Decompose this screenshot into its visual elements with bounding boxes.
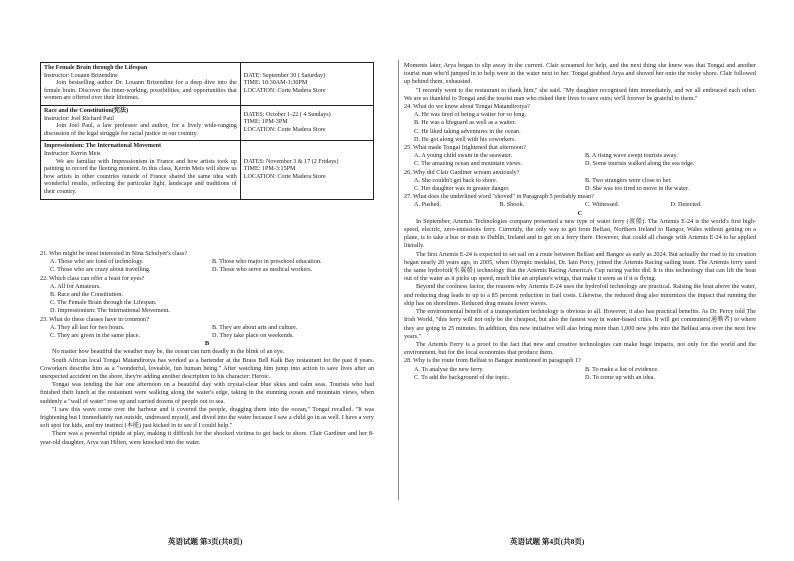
option: C. Witnessed.	[585, 201, 620, 209]
course-title: The Female Brain through the Lifespan	[44, 65, 148, 71]
paragraph: South African local Tongai Matandirotya has worked as a bartender at the Brass Bell Kalk Bay restaurant for the past 8 years. Coworkers describe him as a "wonderful, loveable, fun human being." After watching him jump into action to save lives after an unexpected accident on the shore, they're adding another description to his character: Heroic.	[40, 356, 374, 381]
course-instructor: Instructor: Joel Richard Paul	[44, 115, 114, 122]
course-location: LOCATION: Corte Madera Store	[243, 87, 326, 94]
option: C. The Female Brain through the Lifespan.	[50, 299, 157, 307]
option: D. They take place on weekends.	[212, 332, 294, 340]
questions-21-23	[40, 250, 374, 447]
option: C. Those who are crazy about travelling.	[50, 266, 151, 274]
page-footer: 英语试题 第3页(共8页)	[168, 537, 243, 546]
page-footer: 英语试题 第4页(共8页)	[510, 537, 585, 546]
option: B. To make a list of evidence.	[585, 365, 659, 373]
option: D. Some tourists walked along the sea edge.	[585, 160, 695, 168]
option: A. Pushed.	[414, 201, 441, 209]
course-time: TIME: 1PM-3:15PM	[243, 166, 296, 173]
option: D. She was too tired to move in the water.	[585, 185, 689, 193]
course-desc: We are familiar with Impressionism in France and how artists took up painting to record the fleeting moment. In this class, Kerrin Meis will show us how artists in other countries outside of France shared the same idea with wonderful results, reflecting the particular light, landscape and traditions of their country.	[44, 158, 237, 195]
course-row	[41, 63, 374, 106]
course-desc: Join bestselling author Dr. Louann Brizendine for a deep dive into the female brain. Discover the inner-working, possibilities, and opportunities that women are offered over their lifetimes.	[44, 80, 237, 102]
course-row	[41, 105, 374, 140]
section-heading: B	[204, 340, 210, 348]
option: C. The amazing ocean and mountain views.	[414, 160, 523, 168]
option: C. Her daughter was in greater danger.	[414, 185, 510, 193]
option: D. Those who serve as medical workers.	[212, 266, 313, 274]
option: A. Those who are fond of technology.	[50, 258, 144, 266]
paragraph: The environmental benefit of a transportation technology is obvious to all. However, it also has practical benefits. As Dr. Percy told The Irish World, "this ferry will not only be the cheapest, but also the fastest way in water-based cities. It will get commuters(通勤者) to where they are going in 25 minutes. In addition, this new initiative will also bring more than 1,000 new jobs into the Belfast area over the next few years."	[404, 308, 756, 340]
paragraph: Tongai was tending the bar one afternoon on a beautiful day with crystal-clear blue skies and calm seas. Tourists who had finished their lunch at the restaurant were walking along the water's edge, taking in the stunning ocean and mountain views, when suddenly a "wall of water" rose up and carried dozens of people out to sea.	[40, 381, 374, 405]
paragraph: The first Artemis E-24 is expected to set sail on a route between Belfast and Bangor as early as 2024. But actually the road to its creation began nearly 20 years ago, in 2005, when Olympic medalist, Dr. Iain Percy, joined the Artemis Racing sailing team. The Artemis ferry used the same hydrofoil(水翼船) technology that the Artemis Racing America's Cup racing yachts did. It is this technology that can lift the boat out of the water as it picks up speed, much like an airplane's wings, that make it seem as if it is flying.	[404, 250, 756, 283]
course-location: LOCATION: Corte Madera Store	[243, 126, 326, 133]
option: B. Two strangers were close to her.	[585, 176, 672, 184]
option: D. To come up with an idea.	[585, 373, 655, 381]
course-time: TIME: 1PM-3PM	[243, 119, 288, 126]
question-22-options	[40, 283, 374, 316]
option: C. To add the background of the topic.	[414, 373, 510, 381]
right-content	[404, 62, 756, 382]
option: A. He was tired of being a waiter for so long.	[414, 111, 527, 119]
option: B. Race and the Constitution.	[50, 291, 123, 299]
question-28-options	[404, 366, 756, 382]
course-date: DATES: November 3 & 17 (2 Fridays)	[243, 158, 339, 165]
option: B. Those who major in preschool education.	[212, 258, 322, 266]
paragraph: Moments later, Arya began to slip away in the current. Clair screamed for help, and the next thing she knew was that Tongai and another tourist man who'd jumped in to help were in the water next to her. Tongai grabbed Arya and shoved her onto the rocky shore. Clair followed up behind them, exhausted.	[404, 62, 756, 86]
course-row	[41, 141, 374, 199]
paragraph: "I saw this wave come over the harbour and it covered the people, dragging them into the ocean," Tongai recalled. "It was frightening but I immediately ran outside, undressed myself, and dived into the water because I saw a child go in as well. I have a very soft spot for kids, and my instinct (本能) just kicked in to see if I could help."	[40, 405, 374, 430]
right-page	[400, 0, 768, 561]
question-27-options	[404, 201, 756, 209]
question-23: 23. What do these classes have in common?	[40, 315, 149, 323]
course-instructor: Instructor: Kerrin Meis	[44, 150, 101, 157]
question-24: 24. What do we know about Tongai Matandirotya?	[404, 103, 530, 111]
option: C. He liked taking adventures in the ocean.	[414, 127, 521, 135]
paragraph: In September, Artemis Technologies company presented a new type of water ferry (渡船). The Artemis E-24 is the world's first high-speed, electric, zero-emissions ferry. Currently, the only way to get from Belfast, Northern Ireland to Bangor, Wales without getting on a plane, is to take a bus or train to Dublin, Ireland and to get on a ferry there. However, that could all change with Artemis E-24 to be applied literally.	[404, 217, 756, 250]
question-26: 26. Why did Clair Gardiner scream anxiously?	[404, 168, 520, 176]
question-27: 27. What does the underlined word "shoved" in Paragraph 5 probably mean?	[404, 193, 594, 201]
option: D. Detected.	[670, 201, 702, 209]
column-divider	[398, 60, 399, 500]
paragraph: Beyond the coolness factor, the reasons why Artemis E-24 uses the hydrofoil technology are practical. Raising the boat above the water, and reducing drag leads to up to a 85 percent reduction in fuel costs. Likewise, the reduced drag also minimizes the impact that running the ship has on shorelines. Reduced drag means lower waves.	[404, 283, 756, 307]
option: B. A rising wave swept tourists away.	[585, 152, 678, 160]
section-heading: C	[577, 209, 583, 217]
option: D. Impressionism: The International Movement.	[50, 307, 170, 315]
option: A. They all last for two hours.	[50, 323, 125, 331]
option: C. They are given in the same place.	[50, 332, 141, 340]
left-page	[28, 0, 396, 561]
option: D. He got along well with his coworkers.	[414, 135, 516, 143]
question-28: 28. Why is the route from Belfast to Bangor mentioned in paragraph 1?	[404, 357, 581, 365]
course-title: Impressionism: The International Movement	[44, 143, 162, 150]
question-24-options	[404, 111, 756, 144]
course-desc: Join Joel Paul, a law professor and author, for a lively wide-ranging discussion of the legal struggle for racial justice in our country.	[44, 123, 237, 137]
paragraph: There was a powerful riptide at play, making it difficult for the shocked victims to get back to shore. Clair Gardiner and her 8-year-old daughter, Arya van Hilten, were knocked into the water.	[40, 430, 374, 446]
paragraph: No matter how beautiful the weather may be, the ocean can turn deadly in the blink of an eye.	[52, 348, 285, 356]
question-25: 25. What made Tongai frightened that afternoon?	[404, 144, 526, 152]
option: A. To analyse the new ferry.	[414, 365, 484, 373]
question-25-options	[404, 152, 756, 168]
question-21-options	[40, 258, 374, 274]
course-location: LOCATION: Corte Madera Store	[243, 173, 326, 180]
question-23-options	[40, 324, 374, 340]
course-date: DATES: October 1-22 ( 4 Sundays)	[243, 111, 331, 118]
option: A. All for Amateurs.	[50, 282, 101, 290]
question-22: 22. Which class can offer a feast for eyes?	[40, 274, 145, 282]
course-title: Race and the Constitution(宪法)	[44, 107, 129, 114]
paragraph: "I recently went to the restaurant to thank him," she said. "My daughter recognised him immediately, and we all embraced each other. We are so thankful to Tongai and the tourist man who risked their lives to save ours; we'll forever be grateful to them."	[404, 86, 756, 102]
course-table	[40, 62, 374, 200]
course-instructor: Instructor: Louann Brizendine	[44, 72, 118, 79]
option: A. She couldn't get back to shore.	[414, 176, 498, 184]
paragraph: The Artemis Ferry is a proof to the fact that new and creative technologies can make huge impacts, not only for the world and the environment, but for the local economies that produce them.	[404, 340, 756, 357]
course-date: DATE: September 30 ( Saturday)	[243, 72, 326, 79]
option: A. A young child swam in the seawater.	[414, 152, 513, 160]
course-time: TIME: 10:30AM-1:30PM	[243, 80, 308, 87]
question-21: 21. Who might be most interested in Nina Schulyer's class?	[40, 250, 188, 257]
question-26-options	[404, 177, 756, 193]
option: B. He was a lifeguard as well as a waiter.	[414, 119, 516, 127]
option: B. Shook.	[499, 201, 525, 209]
option: B. They are about arts and culture.	[212, 323, 298, 331]
